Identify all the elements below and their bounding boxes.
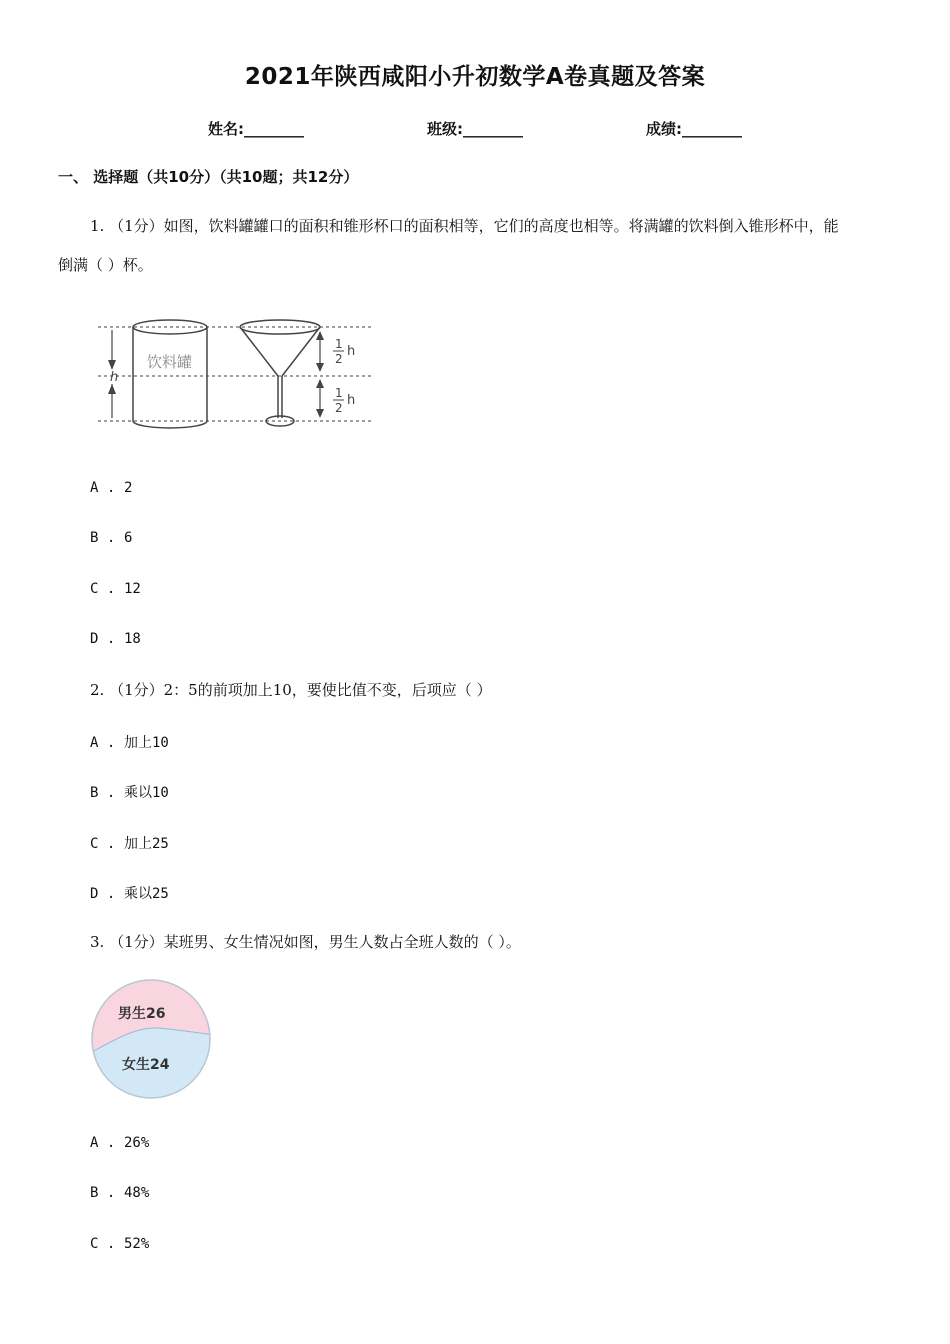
can-label: 饮料罐 [147,353,193,371]
question-2-text: 2. （1分）2：5的前项加上10，要使比值不变，后项应（ ） [90,681,492,699]
q3-option-c[interactable]: C . 52% [90,1236,150,1252]
half-h-label-bottom: h [347,393,356,408]
fraction-denominator-top: 2 [335,352,343,366]
question-1-text-line2: 倒满（ ）杯。 [58,256,153,274]
q2-option-d[interactable]: D . 乘以25 [90,886,169,902]
q1-option-a[interactable]: A . 2 [90,480,133,496]
question-1-figure [90,310,380,435]
class-field-label: 班级:________ [427,120,523,138]
q1-option-c[interactable]: C . 12 [90,581,141,597]
q3-option-a[interactable]: A . 26% [90,1135,150,1151]
pie-boys-label: 男生26 [118,1006,166,1022]
arrow-down-icon [108,360,116,370]
arrow-up-icon [108,384,116,394]
boys-girls-pie [88,976,214,1102]
section-heading: 一、 选择题（共10分）（共10题；共12分） [58,168,359,186]
half-h-label-top: h [347,344,356,359]
q1-option-b[interactable]: B . 6 [90,530,133,546]
q2-option-c[interactable]: C . 加上25 [90,836,169,852]
question-1-text-line1: 1. （1分）如图，饮料罐罐口的面积和锥形杯口的面积相等，它们的高度也相等。将满罐的饮料倒入锥形杯中，能 [90,217,839,235]
q2-option-a[interactable]: A . 加上10 [90,735,169,751]
q2-option-b[interactable]: B . 乘以10 [90,785,169,801]
h-label: h [110,370,119,385]
q1-option-d[interactable]: D . 18 [90,631,141,647]
question-3-text: 3. （1分）某班男、女生情况如图，男生人数占全班人数的（ ）。 [90,933,521,951]
name-field-label: 姓名:________ [208,120,304,138]
fraction-numerator-bottom: 1 [335,386,343,400]
fraction-numerator-top: 1 [335,337,343,351]
q3-option-b[interactable]: B . 48% [90,1185,150,1201]
pie-girls-label: 女生24 [122,1057,170,1073]
score-field-label: 成绩:________ [646,120,742,138]
fraction-denominator-bottom: 2 [335,401,343,415]
page-title: 2021年陕西咸阳小升初数学A卷真题及答案 [244,64,706,90]
